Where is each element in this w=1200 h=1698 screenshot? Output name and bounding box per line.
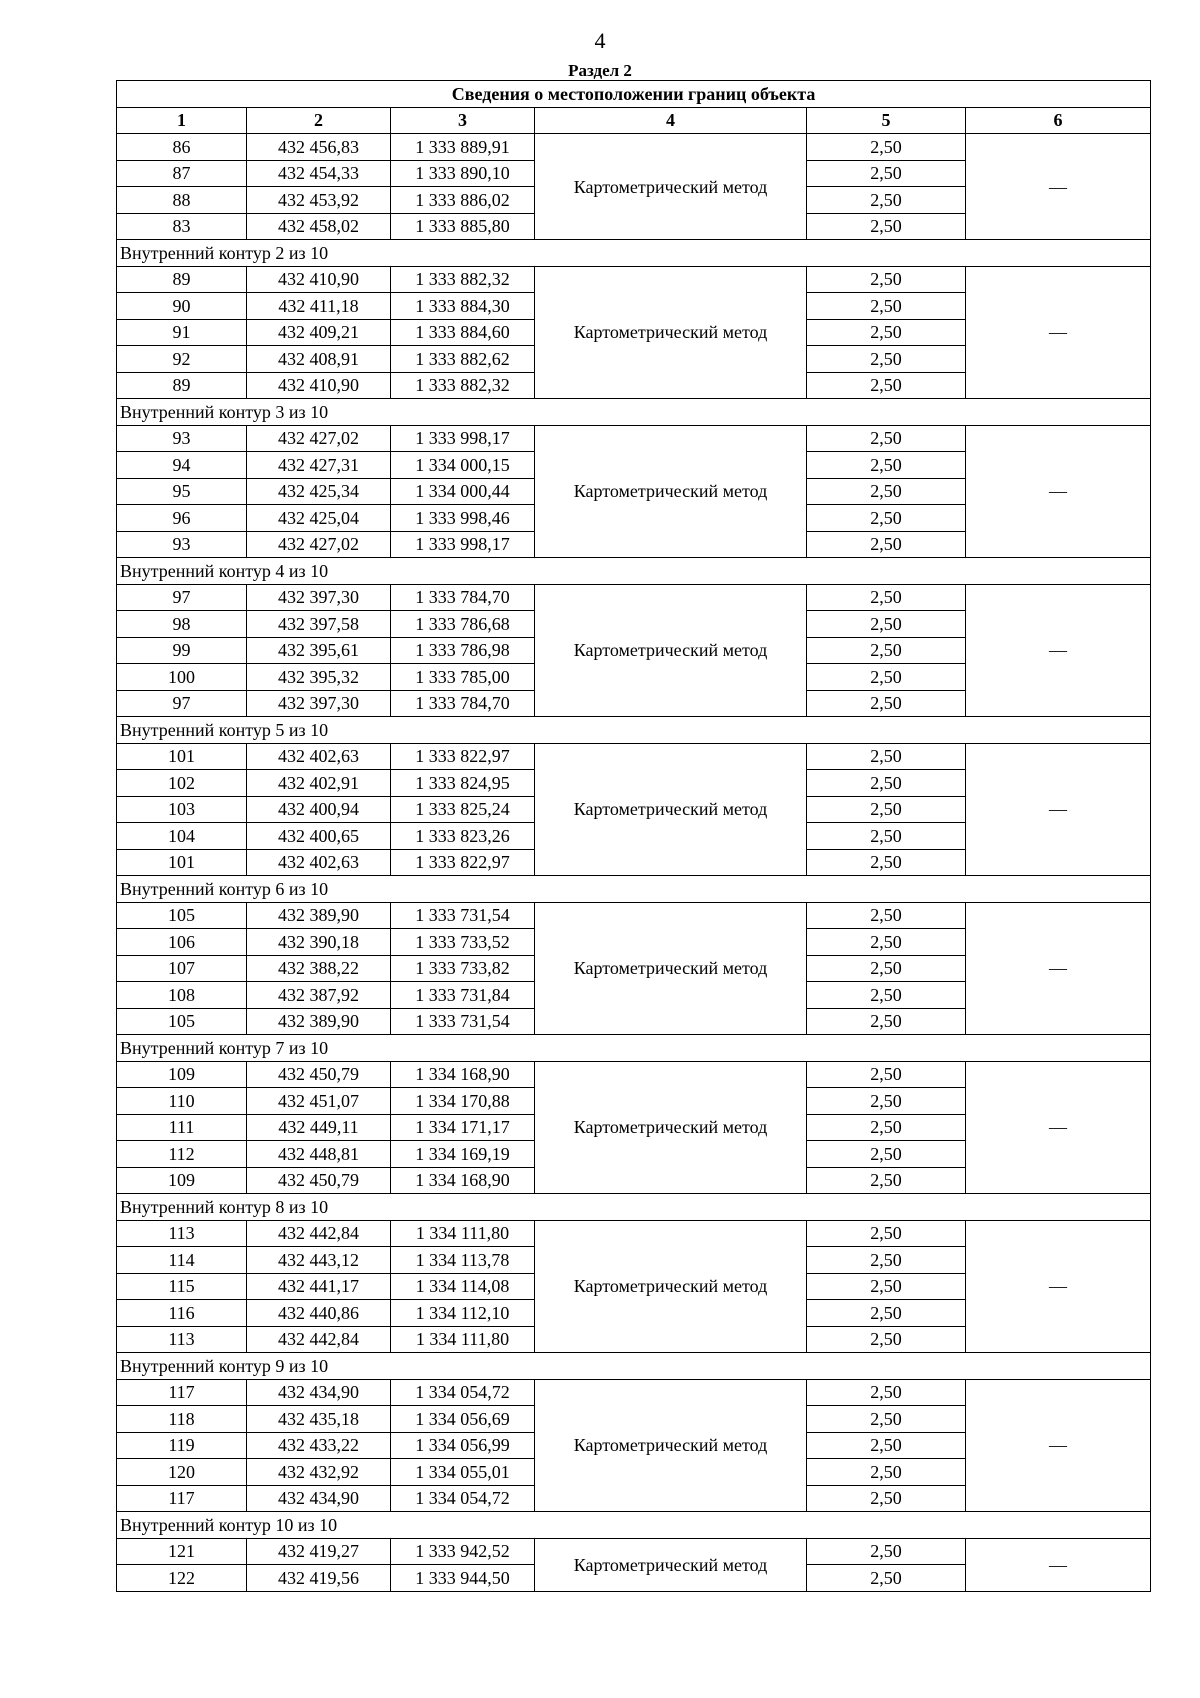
coordinate-x: 432 442,84 — [247, 1220, 391, 1247]
point-number: 100 — [117, 664, 247, 691]
note-cell: — — [966, 1220, 1151, 1353]
table-row — [117, 1538, 1151, 1565]
coordinate-x: 432 411,18 — [247, 293, 391, 320]
coordinate-x: 432 390,18 — [247, 929, 391, 956]
point-number: 114 — [117, 1247, 247, 1274]
contour-label-row — [117, 1353, 1151, 1380]
coordinate-x: 432 435,18 — [247, 1406, 391, 1433]
method-cell: Картометрический метод — [535, 134, 807, 240]
contour-label: Внутренний контур 5 из 10 — [117, 717, 1151, 744]
accuracy-value: 2,50 — [807, 823, 966, 850]
accuracy-value: 2,50 — [807, 743, 966, 770]
point-number: 118 — [117, 1406, 247, 1433]
table-caption-row — [117, 81, 1151, 108]
contour-label-row — [117, 1512, 1151, 1539]
point-number: 122 — [117, 1565, 247, 1592]
coordinate-y: 1 333 822,97 — [391, 849, 535, 876]
accuracy-value: 2,50 — [807, 1273, 966, 1300]
coordinate-y: 1 334 112,10 — [391, 1300, 535, 1327]
contour-label: Внутренний контур 4 из 10 — [117, 558, 1151, 585]
coordinate-y: 1 334 169,19 — [391, 1141, 535, 1168]
point-number: 108 — [117, 982, 247, 1009]
coordinate-x: 432 388,22 — [247, 955, 391, 982]
point-number: 97 — [117, 690, 247, 717]
point-number: 90 — [117, 293, 247, 320]
accuracy-value: 2,50 — [807, 1565, 966, 1592]
contour-label-row — [117, 1194, 1151, 1221]
method-cell: Картометрический метод — [535, 584, 807, 717]
coordinate-x: 432 427,02 — [247, 425, 391, 452]
coordinate-y: 1 333 882,62 — [391, 346, 535, 373]
coordinate-x: 432 458,02 — [247, 213, 391, 240]
accuracy-value: 2,50 — [807, 505, 966, 532]
coordinate-y: 1 333 998,17 — [391, 531, 535, 558]
method-cell: Картометрический метод — [535, 1379, 807, 1512]
coordinate-y: 1 333 785,00 — [391, 664, 535, 691]
point-number: 120 — [117, 1459, 247, 1486]
table-row — [117, 584, 1151, 611]
accuracy-value: 2,50 — [807, 1379, 966, 1406]
point-number: 103 — [117, 796, 247, 823]
accuracy-value: 2,50 — [807, 1406, 966, 1433]
coordinate-y: 1 334 056,99 — [391, 1432, 535, 1459]
coordinate-y: 1 334 056,69 — [391, 1406, 535, 1433]
accuracy-value: 2,50 — [807, 319, 966, 346]
point-number: 111 — [117, 1114, 247, 1141]
point-number: 105 — [117, 1008, 247, 1035]
coordinate-y: 1 334 114,08 — [391, 1273, 535, 1300]
point-number: 94 — [117, 452, 247, 479]
coordinate-y: 1 334 113,78 — [391, 1247, 535, 1274]
coordinate-y: 1 334 168,90 — [391, 1167, 535, 1194]
point-number: 87 — [117, 160, 247, 187]
point-number: 89 — [117, 372, 247, 399]
accuracy-value: 2,50 — [807, 134, 966, 161]
accuracy-value: 2,50 — [807, 213, 966, 240]
coordinate-x: 432 450,79 — [247, 1061, 391, 1088]
accuracy-value: 2,50 — [807, 531, 966, 558]
coordinate-x: 432 395,61 — [247, 637, 391, 664]
coordinate-y: 1 334 111,80 — [391, 1326, 535, 1353]
coordinate-y: 1 333 998,46 — [391, 505, 535, 532]
coordinate-x: 432 419,56 — [247, 1565, 391, 1592]
point-number: 83 — [117, 213, 247, 240]
note-cell: — — [966, 425, 1151, 558]
point-number: 86 — [117, 134, 247, 161]
table-row — [117, 134, 1151, 161]
contour-label: Внутренний контур 8 из 10 — [117, 1194, 1151, 1221]
coordinate-y: 1 333 822,97 — [391, 743, 535, 770]
coordinate-y: 1 334 054,72 — [391, 1379, 535, 1406]
table-row — [117, 425, 1151, 452]
coordinate-x: 432 397,58 — [247, 611, 391, 638]
coordinate-y: 1 334 055,01 — [391, 1459, 535, 1486]
contour-label-row — [117, 399, 1151, 426]
accuracy-value: 2,50 — [807, 1485, 966, 1512]
coordinate-y: 1 333 823,26 — [391, 823, 535, 850]
accuracy-value: 2,50 — [807, 770, 966, 797]
accuracy-value: 2,50 — [807, 266, 966, 293]
point-number: 99 — [117, 637, 247, 664]
coordinate-y: 1 333 824,95 — [391, 770, 535, 797]
point-number: 105 — [117, 902, 247, 929]
accuracy-value: 2,50 — [807, 929, 966, 956]
coordinate-y: 1 334 170,88 — [391, 1088, 535, 1115]
coordinate-x: 432 402,63 — [247, 743, 391, 770]
note-cell: — — [966, 134, 1151, 240]
coordinate-y: 1 333 884,30 — [391, 293, 535, 320]
coordinate-y: 1 333 786,68 — [391, 611, 535, 638]
point-number: 121 — [117, 1538, 247, 1565]
coordinate-x: 432 453,92 — [247, 187, 391, 214]
point-number: 91 — [117, 319, 247, 346]
point-number: 88 — [117, 187, 247, 214]
accuracy-value: 2,50 — [807, 1459, 966, 1486]
coordinate-x: 432 395,32 — [247, 664, 391, 691]
note-cell: — — [966, 902, 1151, 1035]
column-header: 5 — [807, 107, 966, 134]
coordinate-x: 432 397,30 — [247, 690, 391, 717]
table-caption: Сведения о местоположении границ объекта — [117, 81, 1151, 108]
point-number: 101 — [117, 849, 247, 876]
coordinate-y: 1 333 885,80 — [391, 213, 535, 240]
coordinate-x: 432 456,83 — [247, 134, 391, 161]
accuracy-value: 2,50 — [807, 293, 966, 320]
point-number: 117 — [117, 1379, 247, 1406]
coordinate-x: 432 425,34 — [247, 478, 391, 505]
table-row — [117, 1220, 1151, 1247]
contour-label: Внутренний контур 6 из 10 — [117, 876, 1151, 903]
note-cell: — — [966, 743, 1151, 876]
method-cell: Картометрический метод — [535, 1220, 807, 1353]
point-number: 98 — [117, 611, 247, 638]
contour-label-row — [117, 558, 1151, 585]
accuracy-value: 2,50 — [807, 637, 966, 664]
coordinate-x: 432 434,90 — [247, 1485, 391, 1512]
table-row — [117, 1379, 1151, 1406]
coordinate-x: 432 402,63 — [247, 849, 391, 876]
coordinate-x: 432 427,31 — [247, 452, 391, 479]
note-cell: — — [966, 1379, 1151, 1512]
coordinate-x: 432 449,11 — [247, 1114, 391, 1141]
method-cell: Картометрический метод — [535, 1061, 807, 1194]
accuracy-value: 2,50 — [807, 796, 966, 823]
accuracy-value: 2,50 — [807, 955, 966, 982]
contour-label: Внутренний контур 9 из 10 — [117, 1353, 1151, 1380]
coordinate-x: 432 448,81 — [247, 1141, 391, 1168]
coordinate-y: 1 334 171,17 — [391, 1114, 535, 1141]
accuracy-value: 2,50 — [807, 1326, 966, 1353]
contour-label-row — [117, 876, 1151, 903]
point-number: 89 — [117, 266, 247, 293]
accuracy-value: 2,50 — [807, 1141, 966, 1168]
note-cell: — — [966, 1538, 1151, 1591]
coordinate-x: 432 454,33 — [247, 160, 391, 187]
accuracy-value: 2,50 — [807, 372, 966, 399]
point-number: 113 — [117, 1220, 247, 1247]
accuracy-value: 2,50 — [807, 1167, 966, 1194]
coordinate-y: 1 333 731,84 — [391, 982, 535, 1009]
point-number: 109 — [117, 1061, 247, 1088]
accuracy-value: 2,50 — [807, 690, 966, 717]
point-number: 116 — [117, 1300, 247, 1327]
point-number: 96 — [117, 505, 247, 532]
table-row — [117, 1061, 1151, 1088]
accuracy-value: 2,50 — [807, 346, 966, 373]
coordinate-x: 432 419,27 — [247, 1538, 391, 1565]
column-header: 1 — [117, 107, 247, 134]
column-header: 3 — [391, 107, 535, 134]
accuracy-value: 2,50 — [807, 982, 966, 1009]
accuracy-value: 2,50 — [807, 1220, 966, 1247]
point-number: 109 — [117, 1167, 247, 1194]
accuracy-value: 2,50 — [807, 452, 966, 479]
coordinate-y: 1 333 882,32 — [391, 266, 535, 293]
point-number: 93 — [117, 531, 247, 558]
accuracy-value: 2,50 — [807, 664, 966, 691]
coordinate-x: 432 432,92 — [247, 1459, 391, 1486]
coordinate-y: 1 333 784,70 — [391, 584, 535, 611]
table-body — [117, 81, 1151, 1592]
contour-label-row — [117, 717, 1151, 744]
table-row — [117, 902, 1151, 929]
point-number: 115 — [117, 1273, 247, 1300]
point-number: 107 — [117, 955, 247, 982]
accuracy-value: 2,50 — [807, 1432, 966, 1459]
accuracy-value: 2,50 — [807, 1300, 966, 1327]
coordinate-x: 432 389,90 — [247, 902, 391, 929]
boundary-coordinates-table — [116, 80, 1151, 1592]
point-number: 119 — [117, 1432, 247, 1459]
coordinate-y: 1 334 168,90 — [391, 1061, 535, 1088]
point-number: 101 — [117, 743, 247, 770]
accuracy-value: 2,50 — [807, 1114, 966, 1141]
method-cell: Картометрический метод — [535, 425, 807, 558]
contour-label: Внутренний контур 10 из 10 — [117, 1512, 1151, 1539]
contour-label: Внутренний контур 7 из 10 — [117, 1035, 1151, 1062]
coordinate-x: 432 410,90 — [247, 266, 391, 293]
column-number-row — [117, 107, 1151, 134]
coordinate-x: 432 402,91 — [247, 770, 391, 797]
table-row — [117, 743, 1151, 770]
coordinate-y: 1 333 786,98 — [391, 637, 535, 664]
column-header: 2 — [247, 107, 391, 134]
coordinate-x: 432 442,84 — [247, 1326, 391, 1353]
point-number: 106 — [117, 929, 247, 956]
coordinate-y: 1 333 731,54 — [391, 1008, 535, 1035]
coordinate-y: 1 334 000,15 — [391, 452, 535, 479]
accuracy-value: 2,50 — [807, 1088, 966, 1115]
accuracy-value: 2,50 — [807, 160, 966, 187]
coordinate-y: 1 334 111,80 — [391, 1220, 535, 1247]
coordinate-x: 432 409,21 — [247, 319, 391, 346]
accuracy-value: 2,50 — [807, 478, 966, 505]
coordinate-x: 432 408,91 — [247, 346, 391, 373]
note-cell: — — [966, 584, 1151, 717]
coordinate-y: 1 334 000,44 — [391, 478, 535, 505]
coordinate-x: 432 441,17 — [247, 1273, 391, 1300]
coordinate-x: 432 440,86 — [247, 1300, 391, 1327]
table-row — [117, 266, 1151, 293]
accuracy-value: 2,50 — [807, 1008, 966, 1035]
point-number: 93 — [117, 425, 247, 452]
accuracy-value: 2,50 — [807, 902, 966, 929]
coordinate-x: 432 425,04 — [247, 505, 391, 532]
section-title: Раздел 2 — [568, 61, 632, 80]
point-number: 95 — [117, 478, 247, 505]
contour-label-row — [117, 1035, 1151, 1062]
coordinate-y: 1 333 784,70 — [391, 690, 535, 717]
point-number: 113 — [117, 1326, 247, 1353]
coordinate-x: 432 434,90 — [247, 1379, 391, 1406]
coordinate-y: 1 333 882,32 — [391, 372, 535, 399]
coordinate-x: 432 397,30 — [247, 584, 391, 611]
coordinate-y: 1 333 825,24 — [391, 796, 535, 823]
point-number: 104 — [117, 823, 247, 850]
coordinate-y: 1 333 884,60 — [391, 319, 535, 346]
coordinate-y: 1 333 944,50 — [391, 1565, 535, 1592]
column-header: 4 — [535, 107, 807, 134]
page-number: 4 — [594, 28, 606, 53]
coordinate-x: 432 427,02 — [247, 531, 391, 558]
coordinate-x: 432 433,22 — [247, 1432, 391, 1459]
accuracy-value: 2,50 — [807, 425, 966, 452]
coordinate-x: 432 400,94 — [247, 796, 391, 823]
accuracy-value: 2,50 — [807, 1061, 966, 1088]
coordinate-x: 432 389,90 — [247, 1008, 391, 1035]
coordinate-y: 1 333 886,02 — [391, 187, 535, 214]
contour-label-row — [117, 240, 1151, 267]
accuracy-value: 2,50 — [807, 849, 966, 876]
coordinate-x: 432 400,65 — [247, 823, 391, 850]
accuracy-value: 2,50 — [807, 1538, 966, 1565]
point-number: 92 — [117, 346, 247, 373]
coordinate-y: 1 333 890,10 — [391, 160, 535, 187]
accuracy-value: 2,50 — [807, 611, 966, 638]
coordinate-y: 1 333 942,52 — [391, 1538, 535, 1565]
coordinate-x: 432 450,79 — [247, 1167, 391, 1194]
coordinate-y: 1 333 733,52 — [391, 929, 535, 956]
coordinate-y: 1 334 054,72 — [391, 1485, 535, 1512]
column-header: 6 — [966, 107, 1151, 134]
coordinate-x: 432 451,07 — [247, 1088, 391, 1115]
method-cell: Картометрический метод — [535, 743, 807, 876]
coordinate-y: 1 333 889,91 — [391, 134, 535, 161]
note-cell: — — [966, 266, 1151, 399]
coordinate-y: 1 333 998,17 — [391, 425, 535, 452]
coordinate-y: 1 333 733,82 — [391, 955, 535, 982]
coordinate-y: 1 333 731,54 — [391, 902, 535, 929]
coordinate-x: 432 387,92 — [247, 982, 391, 1009]
point-number: 117 — [117, 1485, 247, 1512]
method-cell: Картометрический метод — [535, 902, 807, 1035]
point-number: 97 — [117, 584, 247, 611]
contour-label: Внутренний контур 2 из 10 — [117, 240, 1151, 267]
point-number: 112 — [117, 1141, 247, 1168]
accuracy-value: 2,50 — [807, 1247, 966, 1274]
point-number: 110 — [117, 1088, 247, 1115]
coordinate-x: 432 443,12 — [247, 1247, 391, 1274]
contour-label: Внутренний контур 3 из 10 — [117, 399, 1151, 426]
method-cell: Картометрический метод — [535, 1538, 807, 1591]
note-cell: — — [966, 1061, 1151, 1194]
coordinate-x: 432 410,90 — [247, 372, 391, 399]
method-cell: Картометрический метод — [535, 266, 807, 399]
accuracy-value: 2,50 — [807, 584, 966, 611]
accuracy-value: 2,50 — [807, 187, 966, 214]
point-number: 102 — [117, 770, 247, 797]
